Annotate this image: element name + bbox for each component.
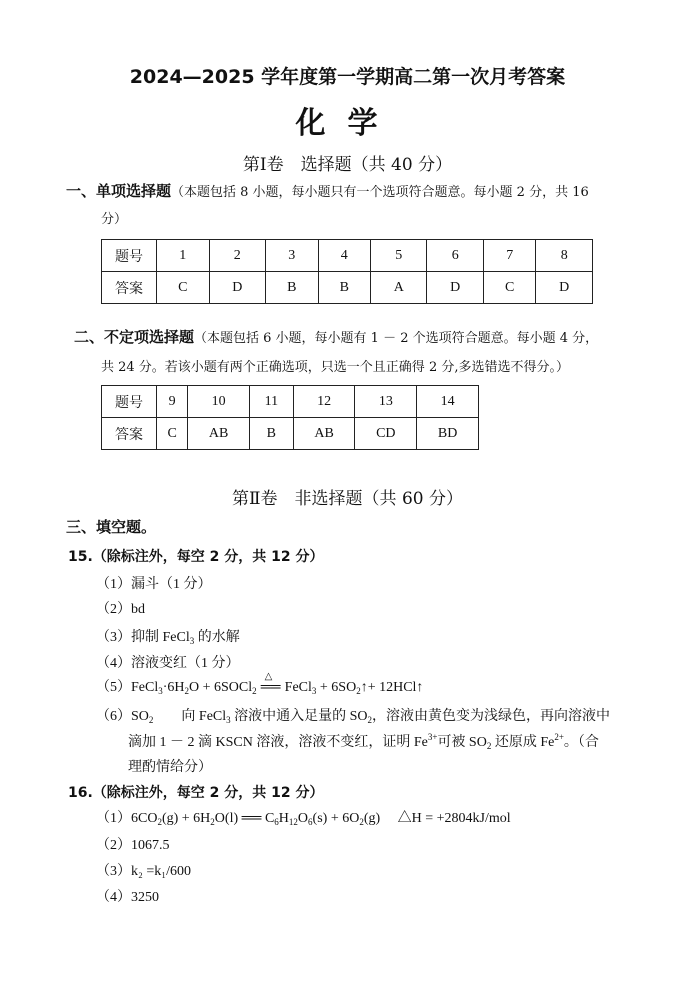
- answer-cell: D: [209, 272, 265, 304]
- answer-cell: CD: [355, 418, 417, 450]
- question-number: 8: [536, 240, 593, 272]
- q15-answer-2: （2）bd: [96, 602, 145, 617]
- table-row-numbers: [102, 240, 593, 272]
- answer-cell: C: [483, 272, 536, 304]
- question-number: 3: [265, 240, 318, 272]
- text: 向 FeCl: [153, 709, 227, 724]
- text: 的水解: [194, 630, 240, 645]
- text: （3）抑制 FeCl: [96, 630, 190, 645]
- q16-answer-2: （2）1067.5: [96, 838, 170, 853]
- text: 还原成 Fe: [491, 735, 555, 750]
- question-number: 1: [157, 240, 210, 272]
- question-number: 7: [483, 240, 536, 272]
- text: （5）: [96, 680, 131, 695]
- question-number: 6: [427, 240, 483, 272]
- q16-answer-4: （4）3250: [96, 890, 159, 905]
- table-row-answers: [102, 272, 593, 304]
- question-number: 11: [249, 386, 293, 418]
- answer-cell: D: [427, 272, 483, 304]
- question-number: 13: [355, 386, 417, 418]
- reaction-condition: △ ══: [260, 671, 281, 695]
- table-row-answers: [102, 418, 479, 450]
- section1-instructions: [66, 180, 589, 201]
- question-number: 12: [293, 386, 355, 418]
- answer-cell: AB: [293, 418, 355, 450]
- q16-answer-3: （3）k₂ =k₁/600: [96, 864, 192, 879]
- question-number: 9: [157, 386, 188, 418]
- section1-note: （本题包括 8 小题，每小题只有一个选项符合题意。每小题 2 分，共 16: [171, 185, 589, 200]
- answer-cell: D: [536, 272, 593, 304]
- text: 滴加 1 － 2 滴 KSCN 溶液，溶液不变红，证明 Fe: [128, 735, 428, 750]
- row-label: 题号: [102, 386, 157, 418]
- answer-cell: C: [157, 418, 188, 450]
- enthalpy-value: △H = +2804kJ/mol: [397, 811, 511, 826]
- text: （6）SO: [96, 709, 149, 724]
- answer-cell: B: [318, 272, 371, 304]
- row-label: 题号: [102, 240, 157, 272]
- answer-cell: C: [157, 272, 210, 304]
- row-label: 答案: [102, 272, 157, 304]
- question-number: 5: [371, 240, 427, 272]
- section3-label: 三、填空题。: [66, 518, 157, 536]
- text: 可被 SO: [437, 735, 487, 750]
- section2-note: （本题包括 6 小题，每小题有 1 － 2 个选项符合题意。每小题 4 分，: [194, 331, 599, 346]
- section2-label: 二、不定项选择题: [74, 328, 195, 346]
- q15-heading: 15.（除标注外，每空 2 分，共 12 分）: [68, 549, 324, 565]
- question-number: 10: [188, 386, 250, 418]
- answer-cell: B: [249, 418, 293, 450]
- q15-answer-1: （1）漏斗（1 分）: [96, 577, 212, 592]
- table-row-numbers: [102, 386, 479, 418]
- part1-heading: 第Ⅰ卷 选择题（共 40 分）: [242, 155, 453, 175]
- q16-answer-1: $(1)6CO_2(g) + 6H_2O(l)$ ══ $C_6H_{12}O_6(s) + 6O_2(g)$ △H = +2804kJ/mol: [96, 811, 511, 827]
- section1-note-cont: 分）: [101, 212, 128, 227]
- q15-answer-3: [96, 626, 240, 646]
- row-label: 答案: [102, 418, 157, 450]
- question-number: 14: [417, 386, 479, 418]
- q15-answer-6-line3: 理酌情给分）: [128, 760, 212, 775]
- section2-answer-table: [101, 385, 479, 450]
- q15-answer-6-line1: $(6)SO_2$ 向 FeCl$_3$ 溶液中通入足量的 $SO_2$，溶液由黄色变为浅绿色，再向溶液中: [96, 709, 611, 725]
- question-number: 4: [318, 240, 371, 272]
- q16-heading: 16.（除标注外，每空 2 分，共 12 分）: [68, 785, 324, 801]
- section1-label: 一、单项选择题: [66, 182, 172, 200]
- q15-answer-6-line2: 滴加 1 － 2 滴 KSCN 溶液，溶液不变红，证明 $Fe^{3+}$可被 $SO_2$ 还原成 $Fe^{2+}$。（合: [128, 732, 599, 751]
- heat-symbol: △: [264, 671, 273, 682]
- text: ，溶液由黄色变为浅绿色，再向溶液中: [372, 709, 611, 724]
- page-title: 2024—2025 学年度第一学期高二第一次月考答案: [129, 66, 566, 88]
- text: 。（合: [563, 735, 599, 750]
- answer-cell: AB: [188, 418, 250, 450]
- section1-answer-table: [101, 239, 593, 304]
- subscript: 3: [189, 636, 195, 646]
- answer-cell: B: [265, 272, 318, 304]
- answer-cell: BD: [417, 418, 479, 450]
- section2-instructions: [74, 326, 598, 347]
- section3-heading: [66, 516, 156, 537]
- text: （1）: [96, 811, 131, 826]
- subject-title: 化学: [295, 106, 400, 141]
- question-number: 2: [209, 240, 265, 272]
- text: 溶液中通入足量的 SO: [230, 709, 368, 724]
- part2-heading: 第Ⅱ卷 非选择题（共 60 分）: [232, 489, 463, 509]
- answer-cell: A: [371, 272, 427, 304]
- q15-answer-5: $(5)FeCl_3\cdot 6H_2O$ + 6SOCl$_2$ △ ══ FeCl$_3$ + $6SO_2↑+$ 12HCl↑: [96, 671, 424, 696]
- section2-note-cont: 共 24 分。若该小题有两个正确选项，只选一个且正确得 2 分,多选错选不得分。）: [101, 360, 569, 375]
- q15-answer-4: （4）溶液变红（1 分）: [96, 656, 240, 671]
